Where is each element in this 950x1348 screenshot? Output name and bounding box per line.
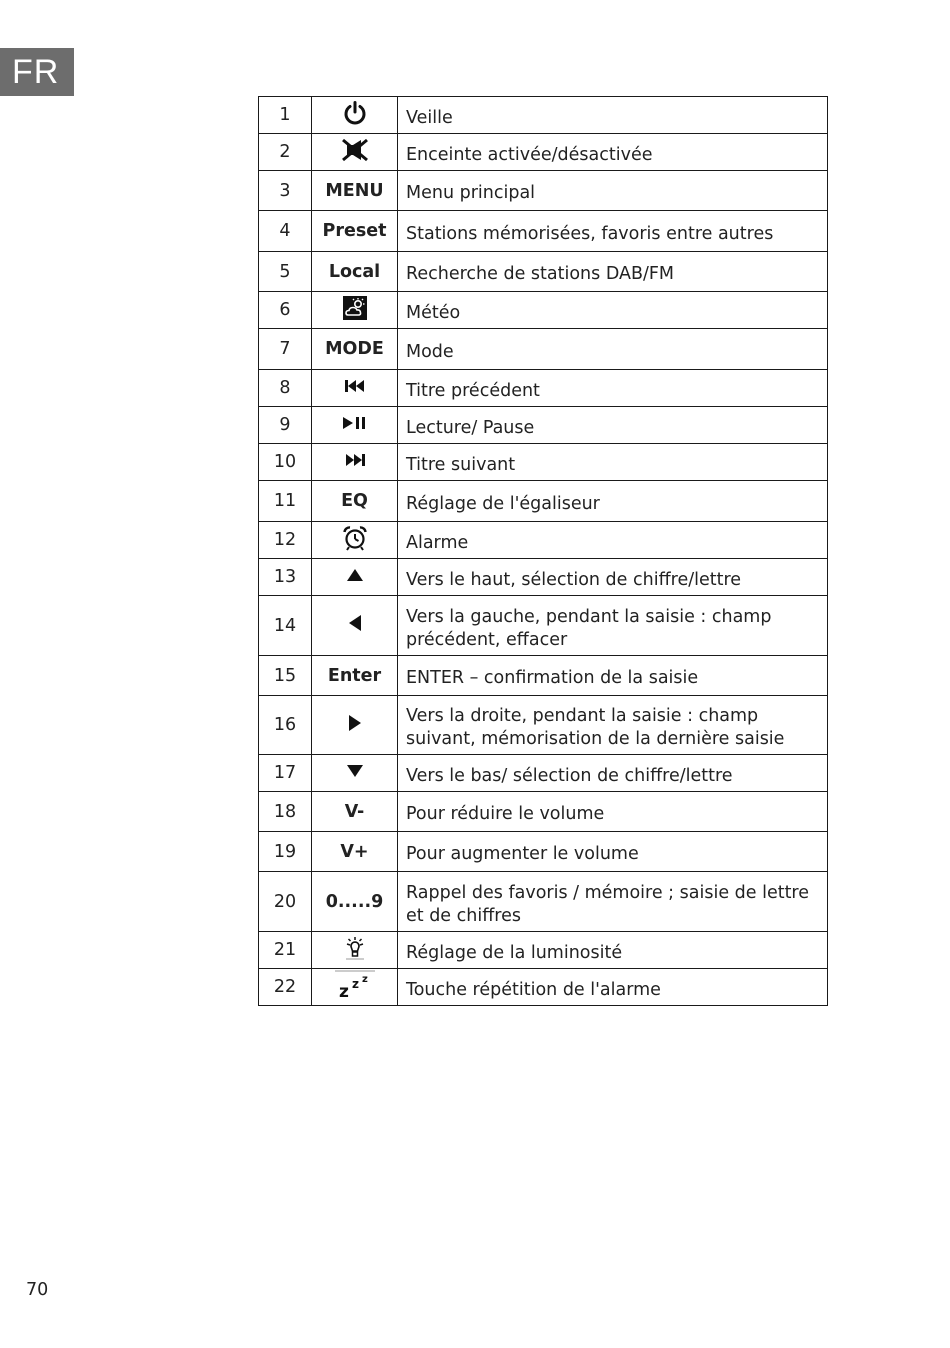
brightness-icon bbox=[342, 935, 368, 966]
key-description bbox=[398, 596, 828, 656]
key-description bbox=[398, 329, 828, 370]
key-icon-cell bbox=[312, 696, 398, 755]
table-row bbox=[259, 407, 828, 444]
row-number: 5 bbox=[259, 252, 312, 292]
table-row bbox=[259, 696, 828, 755]
description-text: Enceinte activée/désactivée bbox=[406, 144, 653, 165]
row-number: 3 bbox=[259, 171, 312, 211]
description-text: Veille bbox=[406, 107, 453, 128]
arrow-down-icon bbox=[346, 763, 364, 783]
row-number: 22 bbox=[259, 969, 312, 1006]
table-row bbox=[259, 370, 828, 407]
remote-key-table bbox=[258, 96, 828, 1006]
svg-text:z: z bbox=[351, 976, 359, 991]
key-label: Preset bbox=[312, 211, 398, 252]
key-icon-cell bbox=[312, 559, 398, 596]
table-row bbox=[259, 522, 828, 559]
table-row bbox=[259, 559, 828, 596]
key-icon-cell bbox=[312, 97, 398, 134]
key-description bbox=[398, 559, 828, 596]
snooze-icon bbox=[333, 970, 377, 1005]
key-description bbox=[398, 755, 828, 792]
table-row bbox=[259, 292, 828, 329]
key-description bbox=[398, 481, 828, 522]
description-text: Lecture/ Pause bbox=[406, 417, 535, 438]
row-number: 6 bbox=[259, 292, 312, 329]
key-description bbox=[398, 211, 828, 252]
speaker-mute-icon bbox=[340, 137, 370, 168]
key-description bbox=[398, 252, 828, 292]
row-number: 20 bbox=[259, 872, 312, 932]
key-icon-cell bbox=[312, 596, 398, 656]
arrow-left-icon bbox=[348, 614, 362, 637]
description-text: Titre suivant bbox=[406, 454, 516, 475]
table-row bbox=[259, 329, 828, 370]
row-number: 2 bbox=[259, 134, 312, 171]
weather-icon bbox=[343, 296, 367, 325]
description-text: Météo bbox=[406, 302, 461, 323]
key-label: Enter bbox=[312, 656, 398, 696]
row-number: 15 bbox=[259, 656, 312, 696]
description-text: Réglage de la luminosité bbox=[406, 942, 623, 963]
key-icon-cell bbox=[312, 969, 398, 1006]
row-number: 21 bbox=[259, 932, 312, 969]
key-icon-cell bbox=[312, 444, 398, 481]
key-description bbox=[398, 171, 828, 211]
key-description bbox=[398, 969, 828, 1006]
description-text: Vers le bas/ sélection de chiffre/lettre bbox=[406, 765, 733, 786]
arrow-up-icon bbox=[346, 567, 364, 587]
table-row bbox=[259, 792, 828, 832]
key-description bbox=[398, 97, 828, 134]
key-description bbox=[398, 134, 828, 171]
row-number: 1 bbox=[259, 97, 312, 134]
table-row bbox=[259, 97, 828, 134]
language-tab: FR bbox=[0, 48, 74, 96]
description-text: Recherche de stations DAB/FM bbox=[406, 264, 675, 284]
table-row bbox=[259, 171, 828, 211]
table-row bbox=[259, 832, 828, 872]
key-icon-cell bbox=[312, 292, 398, 329]
key-icon-cell bbox=[312, 755, 398, 792]
arrow-right-icon bbox=[348, 714, 362, 737]
key-icon-cell bbox=[312, 370, 398, 407]
key-description bbox=[398, 872, 828, 932]
key-description bbox=[398, 407, 828, 444]
key-icon-cell bbox=[312, 134, 398, 171]
table-row bbox=[259, 134, 828, 171]
table-row bbox=[259, 932, 828, 969]
key-description bbox=[398, 522, 828, 559]
previous-track-icon bbox=[344, 378, 366, 399]
key-label: V+ bbox=[312, 832, 398, 872]
description-text: Vers la gauche, pendant la saisie : champ précédent, effacer bbox=[406, 606, 772, 650]
table-row bbox=[259, 656, 828, 696]
row-number: 13 bbox=[259, 559, 312, 596]
next-track-icon bbox=[344, 452, 366, 473]
row-number: 11 bbox=[259, 481, 312, 522]
row-number: 4 bbox=[259, 211, 312, 252]
table-row bbox=[259, 872, 828, 932]
description-text: ENTER – confirmation de la saisie bbox=[406, 668, 699, 688]
row-number: 12 bbox=[259, 522, 312, 559]
row-number: 17 bbox=[259, 755, 312, 792]
row-number: 14 bbox=[259, 596, 312, 656]
play-pause-icon bbox=[342, 415, 368, 436]
table-row bbox=[259, 211, 828, 252]
key-description bbox=[398, 444, 828, 481]
table-row bbox=[259, 969, 828, 1006]
description-text: Réglage de l'égaliseur bbox=[406, 493, 600, 514]
row-number: 16 bbox=[259, 696, 312, 755]
description-text: Pour réduire le volume bbox=[406, 804, 605, 824]
row-number: 10 bbox=[259, 444, 312, 481]
key-label: V- bbox=[312, 792, 398, 832]
description-text: Menu principal bbox=[406, 183, 536, 203]
row-number: 18 bbox=[259, 792, 312, 832]
key-description bbox=[398, 832, 828, 872]
key-label: MODE bbox=[312, 329, 398, 370]
table-row bbox=[259, 755, 828, 792]
key-icon-cell bbox=[312, 932, 398, 969]
description-text: Stations mémorisées, favoris entre autres bbox=[406, 223, 774, 244]
key-label: 0.....9 bbox=[312, 872, 398, 932]
table-row bbox=[259, 481, 828, 522]
table-row bbox=[259, 444, 828, 481]
key-label: EQ bbox=[312, 481, 398, 522]
row-number: 7 bbox=[259, 329, 312, 370]
row-number: 8 bbox=[259, 370, 312, 407]
description-text: Vers la droite, pendant la saisie : champ suivant, mémorisation de la dernière saisie bbox=[406, 706, 785, 749]
description-text: Titre précédent bbox=[406, 380, 540, 401]
description-text: Alarme bbox=[406, 532, 469, 553]
key-icon-cell bbox=[312, 522, 398, 559]
svg-text:z: z bbox=[338, 981, 349, 1000]
key-icon-cell bbox=[312, 407, 398, 444]
description-text: Pour augmenter le volume bbox=[406, 844, 639, 864]
power-icon bbox=[342, 100, 368, 131]
row-number: 9 bbox=[259, 407, 312, 444]
key-description bbox=[398, 792, 828, 832]
key-label: Local bbox=[312, 252, 398, 292]
key-description bbox=[398, 932, 828, 969]
description-text: Rappel des favoris / mémoire ; saisie de lettre et de chiffres bbox=[406, 882, 810, 926]
table-row bbox=[259, 252, 828, 292]
key-description bbox=[398, 696, 828, 755]
description-text: Mode bbox=[406, 341, 454, 362]
alarm-clock-icon bbox=[342, 525, 368, 556]
description-text: Vers le haut, sélection de chiffre/lettre bbox=[406, 569, 742, 590]
key-description bbox=[398, 292, 828, 329]
key-label: MENU bbox=[312, 171, 398, 211]
row-number: 19 bbox=[259, 832, 312, 872]
key-description bbox=[398, 656, 828, 696]
page-number: 70 bbox=[26, 1280, 49, 1300]
description-text: Touche répétition de l'alarme bbox=[406, 979, 661, 1000]
key-description bbox=[398, 370, 828, 407]
table-row bbox=[259, 596, 828, 656]
svg-text:z: z bbox=[361, 973, 368, 985]
